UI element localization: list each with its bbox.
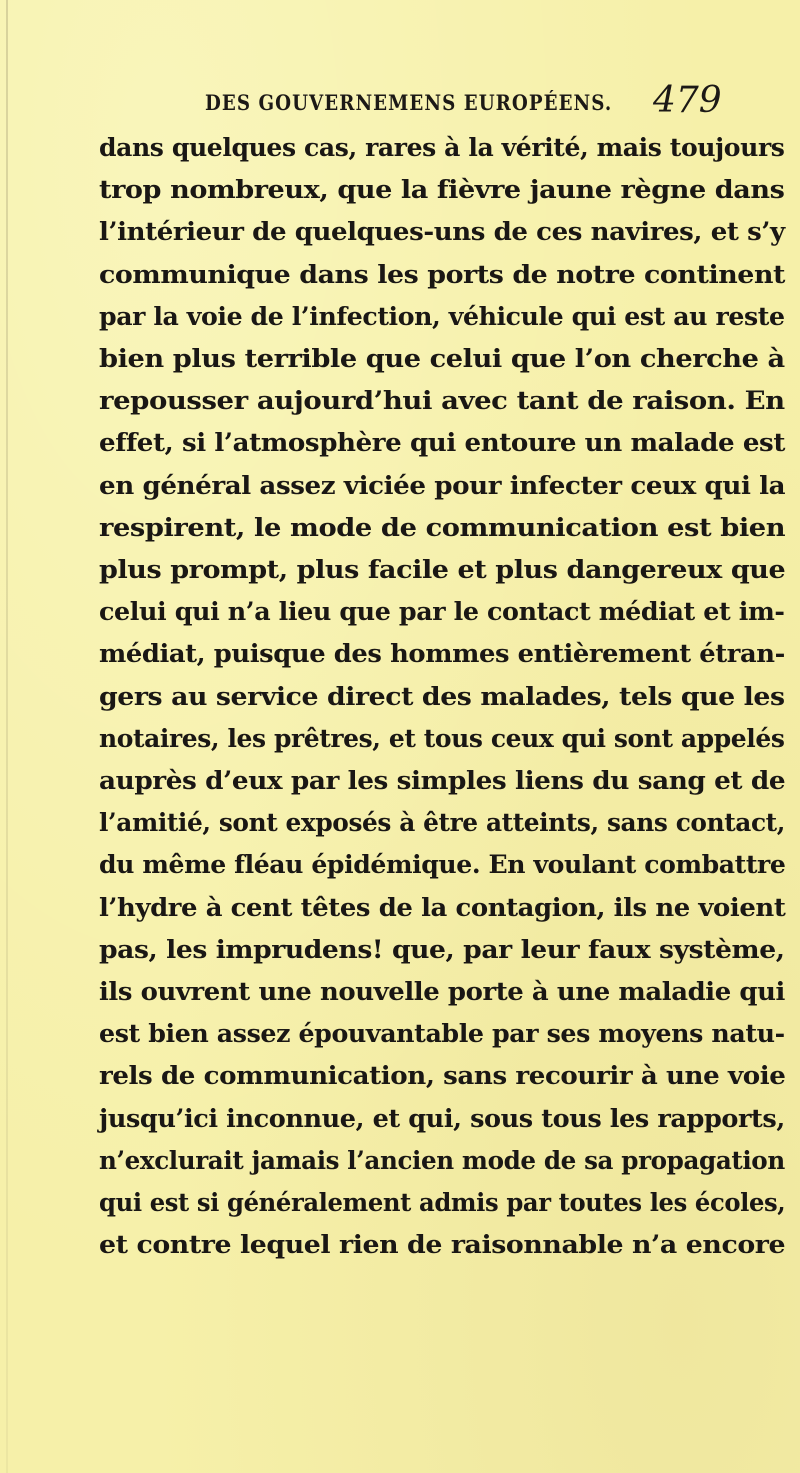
text-line: dans quelques cas, rares à la vérité, mais toujours [99, 133, 785, 162]
text-line: repousser aujourd’hui avec tant de raison. En [99, 386, 785, 416]
text-line: ils ouvrent une nouvelle porte à une maladie qui [99, 977, 785, 1006]
text-line: du même fléau épidémique. En voulant combattre [99, 850, 786, 880]
text-line: communique dans les ports de notre continent [99, 259, 786, 289]
text-line: n’exclurait jamais l’ancien mode de sa propagation [99, 1145, 785, 1175]
text-line: plus prompt, plus facile et plus dangereux que [99, 555, 786, 584]
text-line: respirent, le mode de communication est bien [99, 512, 786, 542]
text-line: l’intérieur de quelques-uns de ces navires, et s’y [99, 217, 785, 247]
text-line: celui qui n’a lieu que par le contact médiat et im- [99, 597, 785, 627]
text-line: notaires, les prêtres, et tous ceux qui sont appelés [99, 723, 785, 753]
text-line: rels de communication, sans recourir à une voie [99, 1061, 786, 1091]
text-line: jusqu’ici inconnue, et qui, sous tous les rapports, [99, 1103, 785, 1133]
text-line: gers au service direct des malades, tels que les [99, 681, 785, 711]
page-edge-shadow [6, 0, 8, 1473]
text-line: bien plus terrible que celui que l’on cherche à [99, 344, 785, 373]
text-line: pas, les imprudens! que, par leur faux système, [99, 934, 785, 964]
text-line: par la voie de l’infection, véhicule qui est au reste [99, 301, 785, 331]
text-line: qui est si généralement admis par toutes les écoles, [99, 1188, 786, 1217]
page-number: 479 [653, 80, 722, 121]
text-line: en général assez viciée pour infecter ceux qui la [99, 470, 786, 500]
text-line: trop nombreux, que la fièvre jaune règne dans [99, 175, 785, 205]
running-head-title: DES GOUVERNEMENS EUROPÉENS. [205, 90, 613, 115]
text-line: est bien assez épouvantable par ses moyens natu- [99, 1019, 785, 1049]
running-head [0, 78, 800, 128]
text-line: l’amitié, sont exposés à être atteints, sans contact, [99, 808, 786, 838]
text-line: médiat, puisque des hommes entièrement étran- [99, 639, 785, 669]
text-line: auprès d’eux par les simples liens du sang et de [99, 766, 786, 795]
text-line: l’hydre à cent têtes de la contagion, ils ne voient [99, 892, 786, 922]
text-line: et contre lequel rien de raisonnable n’a encore [99, 1230, 786, 1260]
text-line: effet, si l’atmosphère qui entoure un malade est [99, 428, 785, 458]
